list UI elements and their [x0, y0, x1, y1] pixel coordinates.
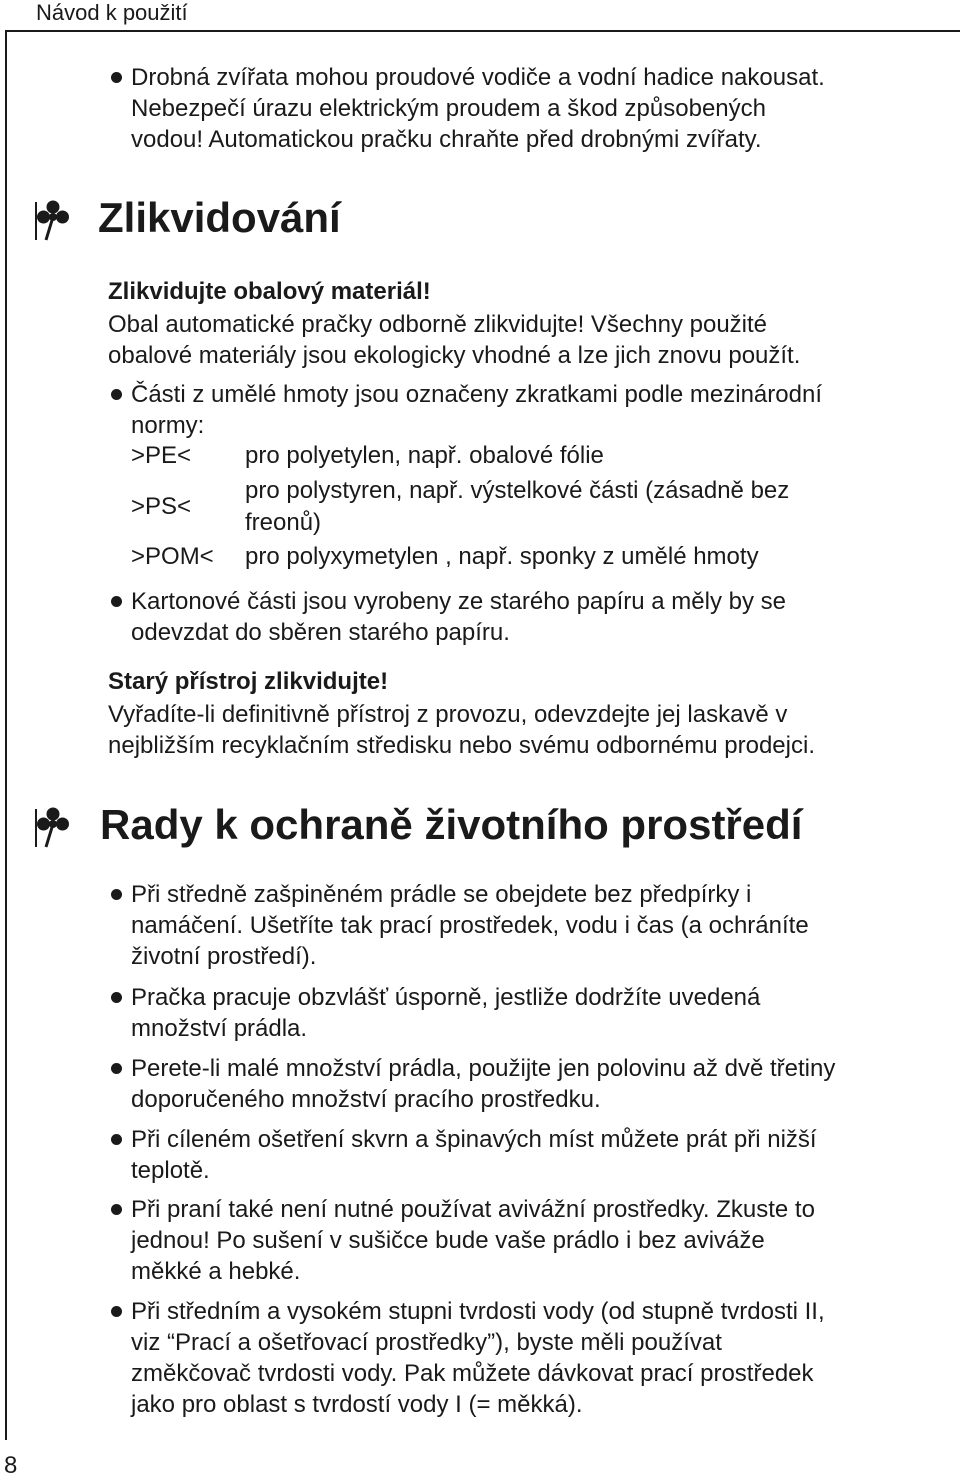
intro-bullet-line: Drobná zvířata mohou proudové vodiče a vodní hadice nakousat.	[131, 64, 825, 91]
tip-line: viz “Prací a ošetřovací prostředky”), byste měli používat	[131, 1329, 722, 1356]
cardboard-bullet-line: odevzdat do sběren starého papíru.	[131, 619, 510, 646]
bullet-dot	[111, 389, 122, 400]
tip-line: jako pro oblast s tvrdostí vody I (= měkká).	[131, 1391, 583, 1418]
intro-bullet-line: Nebezpečí úrazu elektrickým proudem a škod způsobených	[131, 95, 766, 122]
frame-left-rule	[5, 30, 7, 1440]
bullet-dot	[111, 992, 122, 1003]
tip-line: Perete-li malé množství prádla, použijte jen polovinu až dvě třetiny	[131, 1055, 836, 1082]
bullet-dot	[111, 596, 122, 607]
tip-line: životní prostředí).	[131, 943, 317, 970]
old-device-text-line: nejbližším recyklačním středisku nebo svému odbornému prodejci.	[108, 732, 815, 759]
document-header: Návod k použití	[36, 0, 188, 25]
tip-line: doporučeného množství pracího prostředku.	[131, 1086, 601, 1113]
abbreviation-desc: pro polyxymetylen , např. sponky z umělé hmoty	[245, 543, 759, 570]
bullet-dot	[111, 889, 122, 900]
packaging-text-line: Obal automatické pračky odborně zlikvidujte! Všechny použité	[108, 311, 768, 338]
tip-line: Při praní také není nutné používat avivážní prostředky. Zkuste to	[131, 1196, 815, 1223]
bullet-dot	[111, 72, 122, 83]
intro-bullet-line: vodou! Automatickou pračku chraňte před drobnými zvířaty.	[131, 126, 762, 153]
abbreviation-desc: pro polystyren, např. výstelkové části (zásadně bez	[245, 477, 790, 504]
abbreviation-desc: freonů)	[245, 509, 322, 536]
abbreviation-desc: pro polyetylen, např. obalové fólie	[245, 442, 604, 469]
section-title-disposal: Zlikvidování	[98, 194, 341, 241]
tip-line: Pračka pracuje obzvlášť úsporně, jestliže dodržíte uvedená	[131, 984, 761, 1011]
bullet-dot	[111, 1306, 122, 1317]
abbreviation-code: >PE<	[131, 442, 192, 469]
tip-line: Při cíleném ošetření skvrn a špinavých míst můžete prát při nižší	[131, 1126, 817, 1153]
bullet-dot	[111, 1204, 122, 1215]
tip-line: Při středním a vysokém stupni tvrdosti vody (od stupně tvrdosti II,	[131, 1298, 825, 1325]
tip-line: měkké a hebké.	[131, 1258, 301, 1285]
old-device-heading: Starý přístroj zlikvidujte!	[108, 668, 389, 695]
bullet-dot	[111, 1134, 122, 1145]
tip-line: změkčovač tvrdosti vody. Pak můžete dávkovat prací prostředek	[131, 1360, 814, 1387]
frame-top-rule	[5, 30, 960, 32]
tip-line: teplotě.	[131, 1157, 210, 1184]
plastics-bullet-line: normy:	[131, 412, 205, 439]
abbreviation-code: >PS<	[131, 493, 192, 520]
page-number: 8	[4, 1452, 18, 1479]
clover-icon	[34, 805, 72, 849]
tip-line: jednou! Po sušení v sušičce bude vaše prádlo i bez aviváže	[131, 1227, 765, 1254]
abbreviation-code: >POM<	[131, 543, 214, 570]
old-device-text-line: Vyřadíte-li definitivně přístroj z provozu, odevzdejte jej laskavě v	[108, 701, 788, 728]
packaging-text-line: obalové materiály jsou ekologicky vhodné a lze jich znovu použít.	[108, 342, 801, 369]
cardboard-bullet-line: Kartonové části jsou vyrobeny ze starého papíru a měly by se	[131, 588, 787, 615]
bullet-dot	[111, 1063, 122, 1074]
packaging-heading: Zlikvidujte obalový materiál!	[108, 278, 431, 305]
plastics-bullet-line: Části z umělé hmoty jsou označeny zkratkami podle mezinárodní	[131, 381, 822, 408]
clover-icon	[34, 198, 72, 242]
tip-line: množství prádla.	[131, 1015, 308, 1042]
section-title-environment: Rady k ochraně životního prostředí	[100, 801, 803, 848]
tip-line: Při středně zašpiněném prádle se obejdete bez předpírky i	[131, 881, 752, 908]
tip-line: namáčení. Ušetříte tak prací prostředek, vodu i čas (a ochráníte	[131, 912, 809, 939]
